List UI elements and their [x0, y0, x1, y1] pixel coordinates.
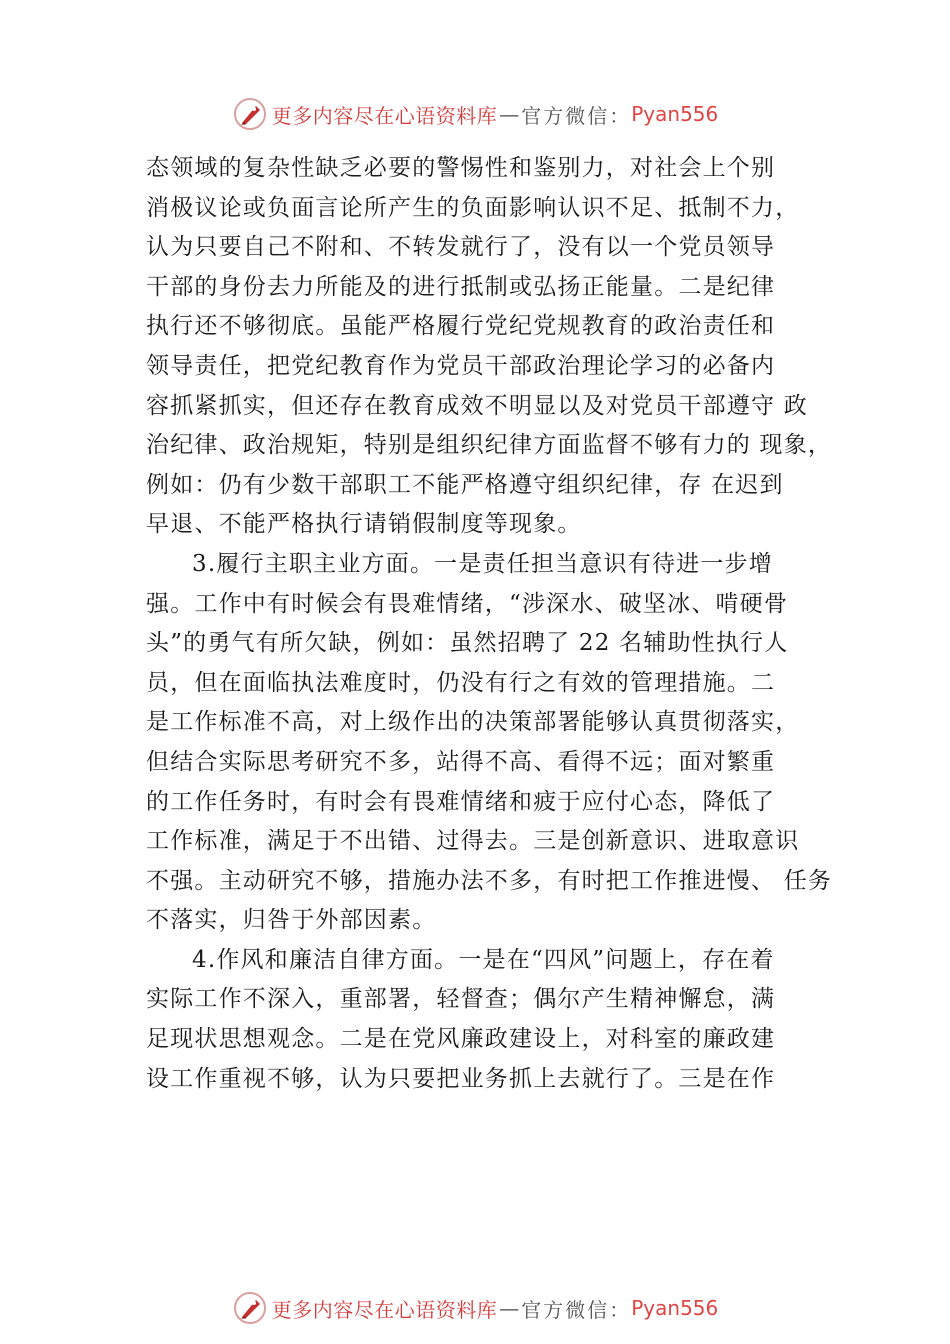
header-banner — [0, 94, 950, 134]
section-heading-line: 4.作风和廉洁自律方面。一是在“四风”问题上，存在着 — [192, 946, 775, 973]
body-line: 领导责任，把党纪教育作为党员干部政治理论学习的必备内 — [146, 352, 776, 379]
pen-nib-logo-icon — [232, 1290, 268, 1326]
body-line: 不强。主动研究不够，措施办法不多，有时把工作推进慢、 任务 — [146, 867, 833, 894]
body-line: 早退、不能严格执行请销假制度等现象。 — [146, 511, 582, 538]
body-line: 干部的身份去力所能及的进行抵制或弘扬正能量。二是纪律 — [146, 273, 776, 300]
body-line: 认为只要自己不附和、不转发就行了，没有以一个党员领导 — [146, 234, 776, 261]
banner-wechat-id: Pyan556 — [631, 102, 719, 126]
body-line: 员，但在面临执法难度时，仍没有行之有效的管理措施。二 — [146, 669, 776, 696]
banner-dash: — — [499, 102, 520, 126]
body-line: 设工作重视不够，认为只要把业务抓上去就行了。三是在作 — [146, 1065, 776, 1092]
banner-brand-text: 更多内容尽在心语资料库 — [271, 103, 498, 128]
body-line: 是工作标准不高，对上级作出的决策部署能够认真贯彻落实， — [146, 709, 800, 736]
banner-wechat-label: 官方微信： — [521, 103, 632, 128]
body-line: 态领域的复杂性缺乏必要的警惕性和鉴别力，对社会上个别 — [146, 155, 776, 181]
body-line: 头”的勇气有所欠缺，例如：虽然招聘了 22 名辅助性执行人 — [146, 630, 789, 657]
banner-dash: — — [499, 1296, 520, 1320]
body-line: 消极议论或负面言论所产生的负面影响认识不足、抵制不力， — [146, 194, 800, 221]
body-line: 的工作任务时，有时会有畏难情绪和疲于应付心态，降低了 — [146, 788, 776, 815]
body-line: 执行还不够彻底。虽能严格履行党纪党规教育的政治责任和 — [146, 313, 776, 340]
pen-nib-logo-icon — [232, 96, 268, 132]
body-line: 容抓紧抓实，但还存在教育成效不明显以及对党员干部遵守 政 — [146, 392, 808, 419]
banner-wechat-label: 官方微信： — [521, 1297, 632, 1322]
body-line: 足现状思想观念。二是在党风廉政建设上，对科室的廉政建 — [146, 1026, 776, 1053]
body-line: 治纪律、政治规矩，特别是组织纪律方面监督不够有力的 现象， — [146, 432, 833, 459]
body-line: 但结合实际思考研究不多，站得不高、看得不远；面对繁重 — [146, 748, 776, 775]
body-line: 不落实，归咎于外部因素。 — [146, 907, 437, 934]
document-body — [146, 149, 836, 1099]
section-heading-line: 3.履行主职主业方面。一是责任担当意识有待进一步增 — [192, 550, 773, 577]
body-line: 强。工作中有时候会有畏难情绪，“涉深水、破坚冰、啃硬骨 — [146, 590, 789, 617]
body-line: 实际工作不深入，重部署，轻督查；偶尔产生精神懈怠，满 — [146, 986, 776, 1013]
body-line: 工作标准，满足于不出错、过得去。三是创新意识、进取意识 — [146, 828, 800, 855]
banner-brand-text: 更多内容尽在心语资料库 — [271, 1297, 498, 1322]
banner-wechat-id: Pyan556 — [631, 1296, 719, 1320]
body-line: 例如：仍有少数干部职工不能严格遵守组织纪律，存 在迟到 — [146, 471, 784, 498]
footer-banner — [0, 1288, 950, 1328]
